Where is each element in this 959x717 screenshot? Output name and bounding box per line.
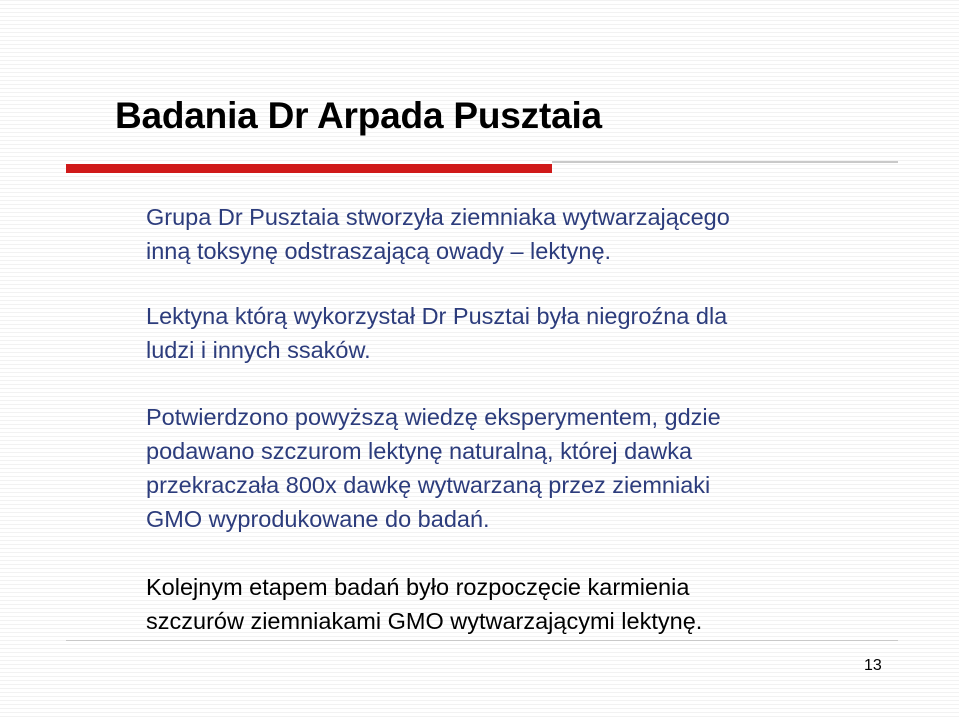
title-underline-accent	[66, 164, 552, 173]
paragraph-1: Grupa Dr Pusztaia stworzyła ziemniaka wytwarzającego inną toksynę odstraszającą owady – lektynę.	[146, 204, 730, 264]
paragraph-3: Potwierdzono powyższą wiedzę eksperymentem, gdzie podawano szczurom lektynę naturalną, której dawka przekraczała 800x dawkę wytwarzaną przez ziemniaki GMO wyprodukowane do badań.	[146, 404, 721, 532]
slide-body	[146, 200, 846, 638]
paragraph-4: Kolejnym etapem badań było rozpoczęcie karmienia szczurów ziemniakami GMO wytwarzającymi lektynę.	[146, 574, 703, 634]
footer-rule	[66, 640, 898, 641]
page-number: 13	[864, 657, 882, 674]
paragraph-2: Lektyna którą wykorzystał Dr Pusztai była niegroźna dla ludzi i innych ssaków.	[146, 303, 728, 363]
title-underline-rule	[552, 161, 898, 163]
slide-title: Badania Dr Arpada Pusztaia	[115, 95, 602, 136]
